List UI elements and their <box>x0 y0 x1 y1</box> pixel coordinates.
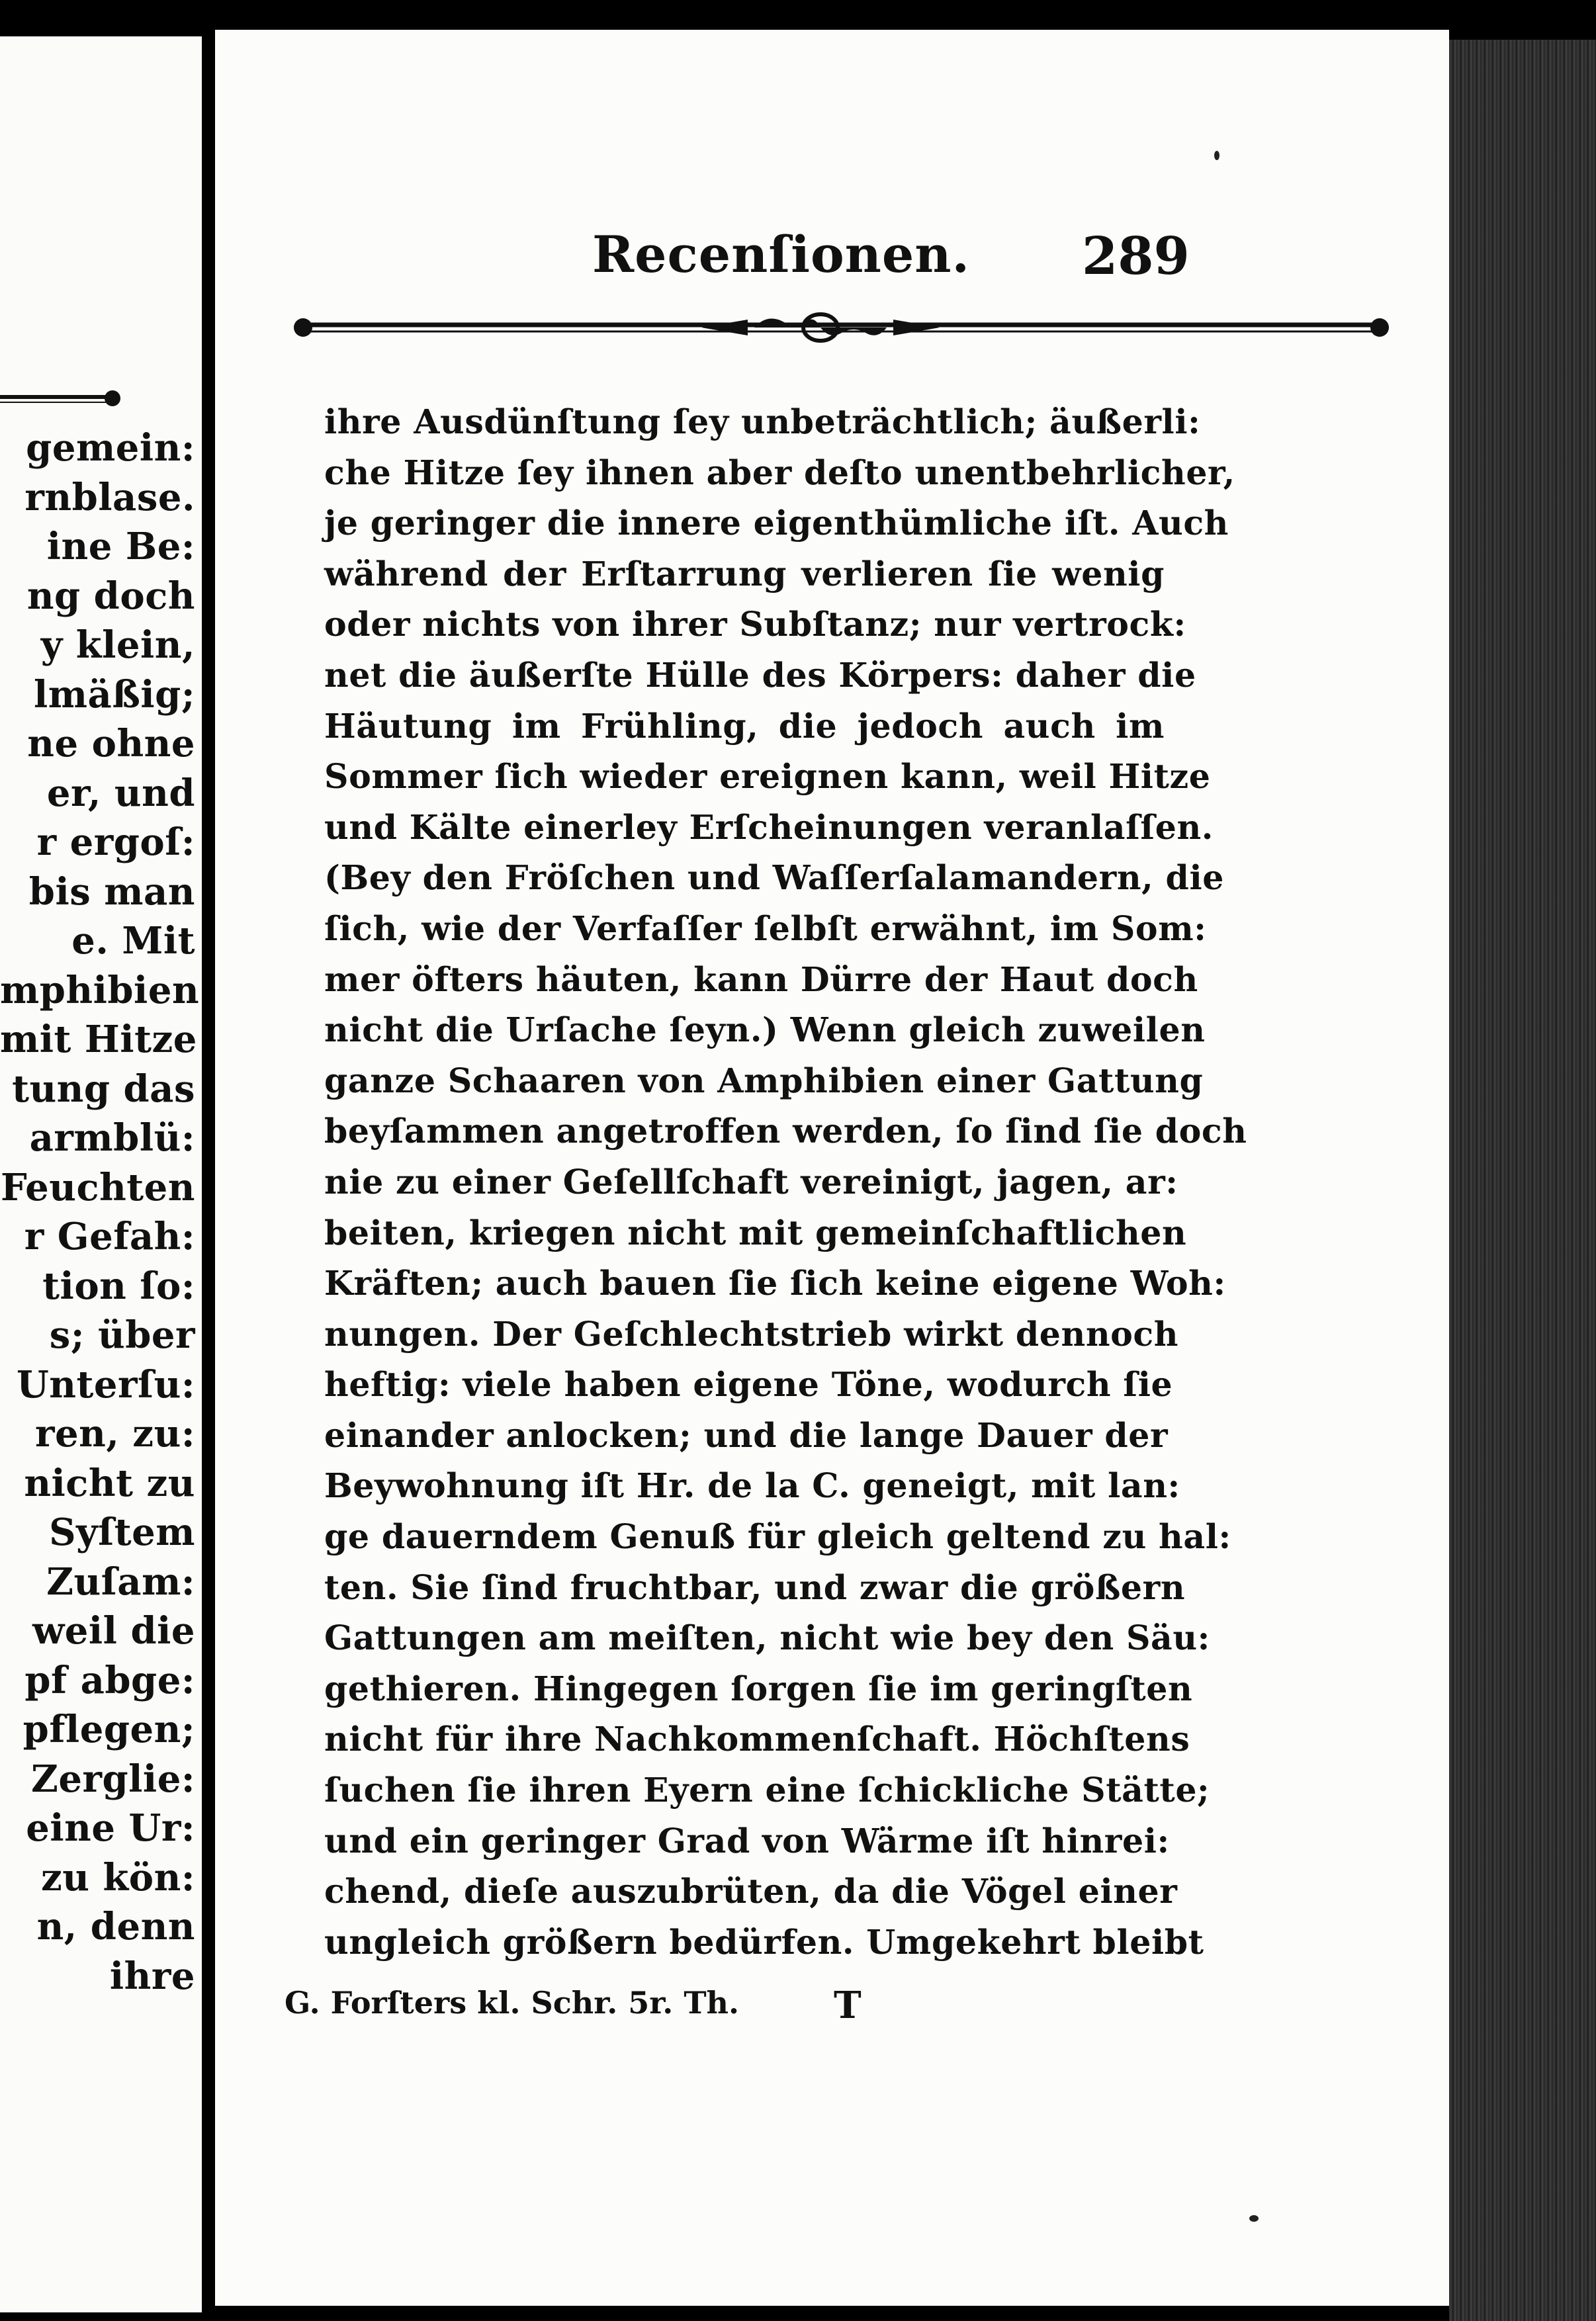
signature-mark: T <box>834 1984 862 2027</box>
text-line: chend, dieſe auszubrüten, da die Vögel einer <box>324 1872 1178 1911</box>
page-header <box>215 225 1449 304</box>
left-page-line: pflegen; <box>22 1708 195 1751</box>
text-line: ihre Ausdünſtung ſey unbeträchtlich; äußerli: <box>324 402 1201 441</box>
left-page-line: eine Ur: <box>26 1806 195 1850</box>
text-line: einander anlocken; und die lange Dauer der <box>324 1415 1169 1455</box>
signature-note: G. Forſters kl. Schr. 5r. Th. <box>285 1985 740 2021</box>
paper-speck <box>1214 151 1219 160</box>
text-line: nicht für ihre Nachkommenſchaft. Höchſtens <box>324 1720 1190 1759</box>
text-line: je geringer die innere eigenthümliche iſt. Auch <box>324 504 1229 543</box>
left-page-line: Unterſu: <box>16 1362 195 1407</box>
page-edges <box>1449 40 1596 2321</box>
left-page-line: tung das <box>12 1067 195 1111</box>
text-line: ten. Sie ſind fruchtbar, und zwar die größern <box>324 1567 1186 1607</box>
text-line: ſuchen ſie ihren Eyern eine ſchickliche Stätte; <box>324 1771 1210 1810</box>
text-line: Beywohnung iſt Hr. de la C. geneigt, mit lan: <box>324 1466 1180 1506</box>
text-line: heftig: viele haben eigene Töne, wodurch ſie <box>324 1365 1173 1405</box>
text-line: ge dauerndem Genuß für gleich geltend zu hal: <box>324 1517 1231 1557</box>
left-page-line: r Gefah: <box>24 1215 195 1258</box>
text-line: oder nichts von ihrer Subſtanz; nur vertrock: <box>324 605 1186 644</box>
left-page-line: ng doch <box>26 574 195 618</box>
text-line: während der Erſtarrung verlieren ſie wenig <box>324 554 1165 593</box>
left-page-line: n, denn <box>36 1905 195 1949</box>
left-page-line: Zuſam: <box>46 1559 195 1604</box>
left-page-line: Zerglie: <box>30 1757 195 1801</box>
left-page-line: pf abge: <box>24 1658 195 1702</box>
left-page-line: nicht zu <box>24 1461 195 1505</box>
left-page-line: ihre <box>109 1954 195 1998</box>
text-line: beiten, kriegen nicht mit gemeinſchaftlichen <box>324 1213 1187 1252</box>
text-line: beyſammen angetroffen werden, ſo ſind ſie doch <box>324 1112 1247 1151</box>
running-title: Recenſionen. <box>592 225 970 284</box>
left-page-line: y klein, <box>40 623 195 667</box>
text-line: nungen. Der Geſchlechtstrieb wirkt dennoch <box>324 1314 1179 1354</box>
left-ornament <box>0 380 126 414</box>
text-line: nicht die Urſache ſeyn.) Wenn gleich zuweilen <box>324 1010 1206 1050</box>
page-footer <box>285 1985 1211 2031</box>
left-page-line: Syſtem <box>49 1511 195 1554</box>
left-page-line: ine Be: <box>46 525 195 568</box>
text-line: Gattungen am meiſten, nicht wie bey den Säu: <box>324 1618 1210 1658</box>
text-line: mer öfters häuten, kann Dürre der Haut doch <box>324 959 1198 999</box>
left-page-line: rnblase. <box>24 475 195 519</box>
page-number: 289 <box>1082 226 1190 286</box>
left-page-line: ren, zu: <box>34 1412 195 1456</box>
gutter <box>202 0 215 2321</box>
left-page-line: zu kön: <box>40 1855 195 1900</box>
left-page-line: e. Mit <box>71 919 195 963</box>
left-page-line: lmäßig; <box>34 672 195 717</box>
left-page-line: tion ſo: <box>42 1264 195 1308</box>
text-line: ungleich größern bedürfen. Umgekehrt bleibt <box>324 1922 1204 1962</box>
text-line: net die äußerſte Hülle des Körpers: daher die <box>324 655 1196 695</box>
text-line: che Hitze ſey ihnen aber deſto unentbehrlicher, <box>324 453 1235 492</box>
left-page-line: mphibien <box>0 968 200 1012</box>
text-line: ſich, wie der Verfaſſer ſelbſt erwähnt, im Som: <box>324 908 1207 948</box>
text-line: Sommer ſich wieder ereignen kann, weil Hitze <box>324 757 1211 797</box>
left-page <box>0 36 202 2312</box>
text-line: Häutung im Frühling, die jedoch auch im <box>324 706 1165 746</box>
text-line: Kräften; auch bauen ſie ſich keine eigene Woh: <box>324 1264 1226 1303</box>
left-page-line: gemein: <box>26 426 195 470</box>
left-page-line: mit Hitze <box>0 1018 197 1061</box>
left-page-line: Feuchten <box>0 1165 195 1209</box>
left-page-line: bis man <box>28 869 195 914</box>
paper-speck <box>1249 2215 1259 2222</box>
text-line: und Kälte einerley Erſcheinungen veranlaſſen. <box>324 807 1214 847</box>
left-page-line: armblü: <box>29 1116 195 1160</box>
left-page-line: weil die <box>32 1609 195 1653</box>
left-page-text <box>0 423 200 2001</box>
text-line: ganze Schaaren von Amphibien einer Gattung <box>324 1061 1204 1100</box>
text-line: nie zu einer Geſellſchaft vereinigt, jagen, ar: <box>324 1162 1178 1202</box>
header-ornament <box>291 308 1393 347</box>
left-page-line: er, und <box>46 771 195 815</box>
text-line: (Bey den Fröſchen und Waſſerſalamandern, die <box>324 858 1224 898</box>
left-page-line: r ergoſ: <box>36 820 195 864</box>
left-page-line: s; über <box>49 1313 195 1357</box>
body-text <box>324 397 1247 1968</box>
text-line: gethieren. Hingegen ſorgen ſie im geringſten <box>324 1669 1193 1708</box>
text-line: und ein geringer Grad von Wärme iſt hinrei: <box>324 1821 1170 1861</box>
left-page-line: ne ohne <box>27 722 195 766</box>
